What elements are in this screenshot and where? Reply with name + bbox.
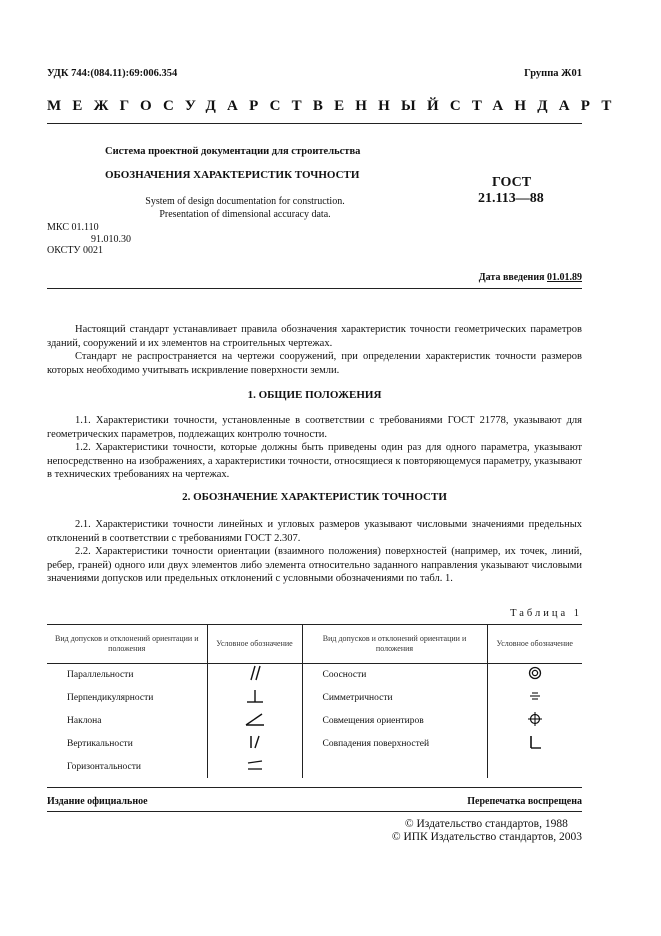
tolerance-symbols-table	[47, 624, 582, 778]
system-title: Система проектной документации для строительства	[105, 146, 361, 157]
tolerance-name: Симметричности	[302, 687, 487, 710]
angularity-icon	[243, 711, 267, 727]
table-row	[47, 732, 582, 755]
tolerance-name: Совпадения поверхностей	[302, 732, 487, 755]
header-kind-right: Вид допусков и отклонений ориентации и положения	[302, 625, 487, 664]
copyright-block	[392, 818, 582, 844]
copyright-2003: © ИПК Издательство стандартов, 2003	[391, 831, 582, 843]
surface-coincidence-icon	[526, 734, 544, 750]
group-code: Группа Ж01	[524, 68, 582, 79]
reprint-notice: Перепечатка воспрещена	[467, 796, 582, 807]
footer-rule	[47, 811, 582, 812]
gost-designation	[478, 175, 544, 207]
english-title	[105, 195, 385, 221]
verticality-icon	[245, 734, 265, 750]
header-symbol-left: Условное обозначение	[207, 625, 302, 664]
english-title-line2: Presentation of dimensional accuracy data.	[159, 209, 331, 220]
udk-code: УДК 744:(084.11):69:006.354	[47, 68, 178, 79]
tolerance-name: Совмещения ориентиров	[302, 710, 487, 733]
section-2-paragraph-1: 2.1. Характеристики точности линейных и угловых размеров указывают числовыми значениями предельных отклонений в соответствии с требованиями ГОСТ 2.307.	[47, 519, 582, 544]
table-row	[47, 664, 582, 687]
table-bottom-rule	[47, 787, 582, 788]
gost-label: ГОСТ	[492, 175, 532, 190]
introduction-date-label: Дата введения	[478, 272, 545, 283]
banner-word-1: МЕЖГОСУДАРСТВЕННЫЙ	[47, 98, 450, 114]
tolerance-name: Наклона	[47, 710, 207, 733]
table-row	[47, 755, 582, 778]
banner-rule	[47, 123, 582, 124]
standard-banner	[47, 98, 623, 115]
gost-number: 21.113—88	[478, 191, 544, 206]
document-title: ОБОЗНАЧЕНИЯ ХАРАКТЕРИСТИК ТОЧНОСТИ	[105, 169, 360, 181]
table-row	[47, 710, 582, 733]
section-1-paragraph-2: 1.2. Характеристики точности, которые должны быть приведены один раз для одного параметра, указывают непосредственно на изображениях, а характеристики точности, относящиеся к повторяющемуся параметру, указывают в технических требованиях на чертежах.	[47, 442, 582, 480]
horizontality-icon	[244, 757, 266, 773]
mks-code-1: МКС 01.110	[47, 222, 99, 233]
table-caption: Таблица 1	[510, 608, 582, 619]
alignment-icon	[526, 711, 544, 727]
tolerance-name: Параллельности	[47, 664, 207, 687]
classifier-codes	[47, 222, 131, 257]
header-kind-left: Вид допусков и отклонений ориентации и положения	[47, 625, 207, 664]
section-2-heading: 2. ОБОЗНАЧЕНИЕ ХАРАКТЕРИСТИК ТОЧНОСТИ	[182, 491, 447, 503]
symmetry-icon	[527, 688, 543, 704]
parallelism-icon	[245, 665, 265, 681]
date-rule	[47, 288, 582, 289]
oksty-code: ОКСТУ 0021	[47, 245, 104, 256]
tolerance-name: Перпендикулярности	[47, 687, 207, 710]
tolerance-name: Горизонтальности	[47, 755, 207, 778]
section-2-paragraph-2: 2.2. Характеристики точности ориентации (взаимного положения) поверхностей (например, их точек, линий, ребер, граней) одного или двух элементов либо элемента относительно заданного направления указывают числовыми значениями допусков или предельных отклонений с условными обозначениями по табл. 1.	[47, 546, 582, 584]
introduction-date-value: 01.01.89	[547, 272, 582, 283]
tolerance-name: Соосности	[302, 664, 487, 687]
header-symbol-right: Условное обозначение	[487, 625, 582, 664]
section-1-paragraph-1: 1.1. Характеристики точности, установленные в соответствии с требованиями ГОСТ 21778, указывают для геометрических параметров, подлежащих контролю точности.	[47, 415, 582, 440]
section-1-heading: 1. ОБЩИЕ ПОЛОЖЕНИЯ	[247, 389, 382, 401]
coaxiality-icon	[527, 665, 543, 681]
intro-paragraph-1: Настоящий стандарт устанавливает правила обозначения характеристик точности геометрических параметров зданий, сооружений и их элементов на строительных чертежах.	[47, 324, 582, 349]
mks-code-2: 91.010.30	[91, 233, 131, 245]
copyright-1988: © Издательство стандартов, 1988	[404, 818, 568, 830]
perpendicularity-icon	[244, 688, 266, 704]
table-row	[47, 687, 582, 710]
tolerance-name: Вертикальности	[47, 732, 207, 755]
english-title-line1: System of design documentation for construction.	[145, 196, 345, 207]
intro-paragraph-2: Стандарт не распространяется на чертежи сооружений, при определении характеристик точности размеров которых необходимо учитывать искривление поверхности земли.	[47, 351, 582, 376]
introduction-date	[479, 272, 582, 283]
official-edition: Издание официальное	[47, 796, 148, 807]
table-header-row	[47, 625, 582, 664]
banner-word-2: СТАНДАРТ	[449, 98, 623, 114]
